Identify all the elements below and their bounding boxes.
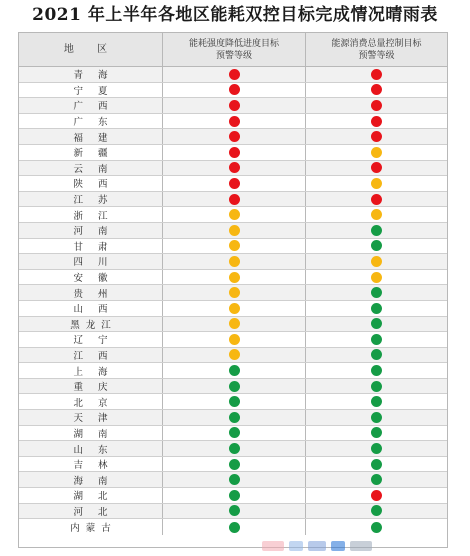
intensity-green-indicator — [229, 396, 240, 407]
intensity-yellow-indicator — [229, 272, 240, 283]
region-name: 海 南 — [73, 475, 114, 487]
total-yellow-indicator — [371, 272, 382, 283]
region-cell — [19, 317, 163, 332]
total-green-indicator — [371, 303, 382, 314]
page-title: 2021 年上半年各地区能耗双控目标完成情况晴雨表 — [32, 5, 438, 25]
total-cell — [306, 488, 447, 503]
total-cell — [306, 161, 447, 176]
total-cell — [306, 67, 447, 82]
region-name: 内蒙古 — [70, 523, 117, 535]
total-red-indicator — [371, 100, 382, 111]
region-name: 湖 南 — [73, 428, 114, 440]
intensity-yellow-indicator — [229, 318, 240, 329]
table-row — [19, 192, 447, 208]
table-row — [19, 270, 447, 286]
intensity-green-indicator — [229, 522, 240, 533]
watermark-mark — [331, 541, 345, 551]
total-green-indicator — [371, 412, 382, 423]
intensity-cell — [163, 114, 306, 129]
region-cell — [19, 67, 163, 82]
intensity-cell — [163, 441, 306, 456]
intensity-cell — [163, 83, 306, 98]
intensity-cell — [163, 519, 306, 535]
total-yellow-indicator — [371, 256, 382, 267]
table-row — [19, 426, 447, 442]
intensity-red-indicator — [229, 147, 240, 158]
intensity-cell — [163, 317, 306, 332]
intensity-cell — [163, 239, 306, 254]
watermark-mark — [308, 541, 326, 551]
intensity-cell — [163, 207, 306, 222]
total-cell — [306, 457, 447, 472]
table-row — [19, 129, 447, 145]
table-row — [19, 441, 447, 457]
region-cell — [19, 114, 163, 129]
region-name: 湖 北 — [73, 491, 114, 503]
region-cell — [19, 129, 163, 144]
total-yellow-indicator — [371, 209, 382, 220]
region-name: 甘 肃 — [73, 241, 114, 253]
table-row — [19, 207, 447, 223]
region-cell — [19, 332, 163, 347]
intensity-cell — [163, 67, 306, 82]
region-name: 四 川 — [73, 257, 114, 269]
region-name: 山 西 — [73, 304, 114, 316]
table-row — [19, 67, 447, 83]
total-cell — [306, 519, 447, 535]
total-cell — [306, 285, 447, 300]
region-name: 广 东 — [73, 117, 114, 129]
total-cell — [306, 270, 447, 285]
intensity-yellow-indicator — [229, 334, 240, 345]
region-cell — [19, 410, 163, 425]
total-green-indicator — [371, 318, 382, 329]
total-green-indicator — [371, 505, 382, 516]
intensity-red-indicator — [229, 69, 240, 80]
region-cell — [19, 270, 163, 285]
intensity-cell — [163, 192, 306, 207]
table-row — [19, 410, 447, 426]
intensity-cell — [163, 394, 306, 409]
table-row — [19, 472, 447, 488]
region-name: 河 北 — [73, 506, 114, 518]
watermark-mark — [289, 541, 303, 551]
intensity-cell — [163, 363, 306, 378]
table-row — [19, 348, 447, 364]
header-region-label: 地 区 — [63, 43, 118, 55]
intensity-cell — [163, 223, 306, 238]
total-red-indicator — [371, 490, 382, 501]
intensity-red-indicator — [229, 84, 240, 95]
region-name: 浙 江 — [73, 210, 114, 222]
total-red-indicator — [371, 84, 382, 95]
region-name: 陕 西 — [73, 179, 114, 191]
intensity-cell — [163, 472, 306, 487]
total-red-indicator — [371, 69, 382, 80]
warning-table — [18, 32, 448, 548]
total-cell — [306, 410, 447, 425]
total-cell — [306, 114, 447, 129]
region-name: 青 海 — [73, 70, 114, 82]
intensity-red-indicator — [229, 194, 240, 205]
intensity-yellow-indicator — [229, 256, 240, 267]
total-cell — [306, 301, 447, 316]
region-cell — [19, 192, 163, 207]
region-name: 黑龙江 — [70, 319, 117, 331]
intensity-green-indicator — [229, 365, 240, 376]
table-row — [19, 145, 447, 161]
region-cell — [19, 176, 163, 191]
region-cell — [19, 83, 163, 98]
total-cell — [306, 207, 447, 222]
intensity-yellow-indicator — [229, 349, 240, 360]
header-total — [306, 33, 447, 66]
table-header — [19, 33, 447, 67]
region-name: 江 西 — [73, 350, 114, 362]
total-green-indicator — [371, 522, 382, 533]
total-yellow-indicator — [371, 147, 382, 158]
total-green-indicator — [371, 334, 382, 345]
total-cell — [306, 98, 447, 113]
intensity-green-indicator — [229, 474, 240, 485]
region-name: 云 南 — [73, 163, 114, 175]
header-total-label: 能源消费总量控制目标 预警等级 — [331, 38, 422, 61]
total-red-indicator — [371, 131, 382, 142]
table-row — [19, 83, 447, 99]
total-green-indicator — [371, 365, 382, 376]
intensity-red-indicator — [229, 131, 240, 142]
watermark-mark — [262, 541, 284, 551]
table-row — [19, 176, 447, 192]
intensity-green-indicator — [229, 505, 240, 516]
intensity-red-indicator — [229, 162, 240, 173]
total-green-indicator — [371, 427, 382, 438]
region-name: 宁 夏 — [73, 85, 114, 97]
intensity-cell — [163, 145, 306, 160]
table-row — [19, 254, 447, 270]
intensity-yellow-indicator — [229, 240, 240, 251]
table-row — [19, 504, 447, 520]
table-row — [19, 161, 447, 177]
intensity-cell — [163, 254, 306, 269]
table-row — [19, 363, 447, 379]
total-cell — [306, 441, 447, 456]
total-cell — [306, 348, 447, 363]
header-intensity-label: 能耗强度降低进度目标 预警等级 — [188, 38, 279, 61]
table-row — [19, 488, 447, 504]
intensity-cell — [163, 426, 306, 441]
intensity-green-indicator — [229, 412, 240, 423]
total-green-indicator — [371, 287, 382, 298]
intensity-cell — [163, 129, 306, 144]
total-green-indicator — [371, 396, 382, 407]
region-name: 贵 州 — [73, 288, 114, 300]
total-cell — [306, 239, 447, 254]
total-cell — [306, 426, 447, 441]
region-name: 新 疆 — [73, 148, 114, 160]
intensity-cell — [163, 410, 306, 425]
region-cell — [19, 98, 163, 113]
table-row — [19, 317, 447, 333]
intensity-cell — [163, 348, 306, 363]
total-red-indicator — [371, 194, 382, 205]
region-cell — [19, 363, 163, 378]
region-cell — [19, 239, 163, 254]
total-cell — [306, 363, 447, 378]
total-cell — [306, 394, 447, 409]
region-name: 上 海 — [73, 366, 114, 378]
total-cell — [306, 129, 447, 144]
total-cell — [306, 192, 447, 207]
region-cell — [19, 348, 163, 363]
table-row — [19, 379, 447, 395]
region-name: 山 东 — [73, 444, 114, 456]
intensity-yellow-indicator — [229, 225, 240, 236]
total-cell — [306, 472, 447, 487]
table-row — [19, 98, 447, 114]
total-cell — [306, 332, 447, 347]
total-cell — [306, 176, 447, 191]
total-yellow-indicator — [371, 178, 382, 189]
total-green-indicator — [371, 225, 382, 236]
region-cell — [19, 441, 163, 456]
watermark-mark — [350, 541, 372, 551]
watermark — [262, 539, 372, 553]
table-row — [19, 223, 447, 239]
region-cell — [19, 285, 163, 300]
intensity-cell — [163, 379, 306, 394]
table-row — [19, 285, 447, 301]
region-name: 安 徽 — [73, 273, 114, 285]
table-row — [19, 301, 447, 317]
total-cell — [306, 504, 447, 519]
region-cell — [19, 301, 163, 316]
region-cell — [19, 161, 163, 176]
intensity-yellow-indicator — [229, 303, 240, 314]
region-name: 河 南 — [73, 226, 114, 238]
total-cell — [306, 145, 447, 160]
total-cell — [306, 317, 447, 332]
region-cell — [19, 472, 163, 487]
intensity-red-indicator — [229, 178, 240, 189]
intensity-cell — [163, 332, 306, 347]
total-green-indicator — [371, 474, 382, 485]
region-cell — [19, 223, 163, 238]
intensity-green-indicator — [229, 427, 240, 438]
region-cell — [19, 207, 163, 222]
intensity-cell — [163, 504, 306, 519]
region-name: 重 庆 — [73, 382, 114, 394]
intensity-cell — [163, 270, 306, 285]
intensity-green-indicator — [229, 381, 240, 392]
region-cell — [19, 457, 163, 472]
intensity-yellow-indicator — [229, 209, 240, 220]
header-region — [19, 33, 163, 66]
intensity-cell — [163, 457, 306, 472]
intensity-cell — [163, 161, 306, 176]
region-name: 吉 林 — [73, 460, 114, 472]
total-red-indicator — [371, 162, 382, 173]
intensity-cell — [163, 285, 306, 300]
region-cell — [19, 426, 163, 441]
intensity-green-indicator — [229, 490, 240, 501]
region-name: 福 建 — [73, 132, 114, 144]
region-name: 江 苏 — [73, 195, 114, 207]
total-green-indicator — [371, 459, 382, 470]
total-green-indicator — [371, 240, 382, 251]
table-row — [19, 332, 447, 348]
intensity-cell — [163, 98, 306, 113]
total-cell — [306, 83, 447, 98]
intensity-green-indicator — [229, 459, 240, 470]
total-green-indicator — [371, 349, 382, 360]
region-cell — [19, 145, 163, 160]
total-red-indicator — [371, 116, 382, 127]
intensity-cell — [163, 488, 306, 503]
table-body — [19, 67, 447, 535]
header-intensity — [163, 33, 306, 66]
region-cell — [19, 394, 163, 409]
intensity-cell — [163, 176, 306, 191]
intensity-cell — [163, 301, 306, 316]
region-cell — [19, 504, 163, 519]
table-row — [19, 239, 447, 255]
table-row — [19, 457, 447, 473]
table-row — [19, 394, 447, 410]
table-row — [19, 519, 447, 535]
total-cell — [306, 379, 447, 394]
intensity-red-indicator — [229, 100, 240, 111]
intensity-green-indicator — [229, 443, 240, 454]
total-cell — [306, 223, 447, 238]
region-cell — [19, 379, 163, 394]
table-row — [19, 114, 447, 130]
region-name: 北 京 — [73, 397, 114, 409]
total-cell — [306, 254, 447, 269]
region-cell — [19, 254, 163, 269]
region-name: 天 津 — [73, 413, 114, 425]
region-name: 辽 宁 — [73, 335, 114, 347]
intensity-yellow-indicator — [229, 287, 240, 298]
region-cell — [19, 488, 163, 503]
region-cell — [19, 519, 163, 535]
region-name: 广 西 — [73, 101, 114, 113]
intensity-red-indicator — [229, 116, 240, 127]
total-green-indicator — [371, 381, 382, 392]
total-green-indicator — [371, 443, 382, 454]
